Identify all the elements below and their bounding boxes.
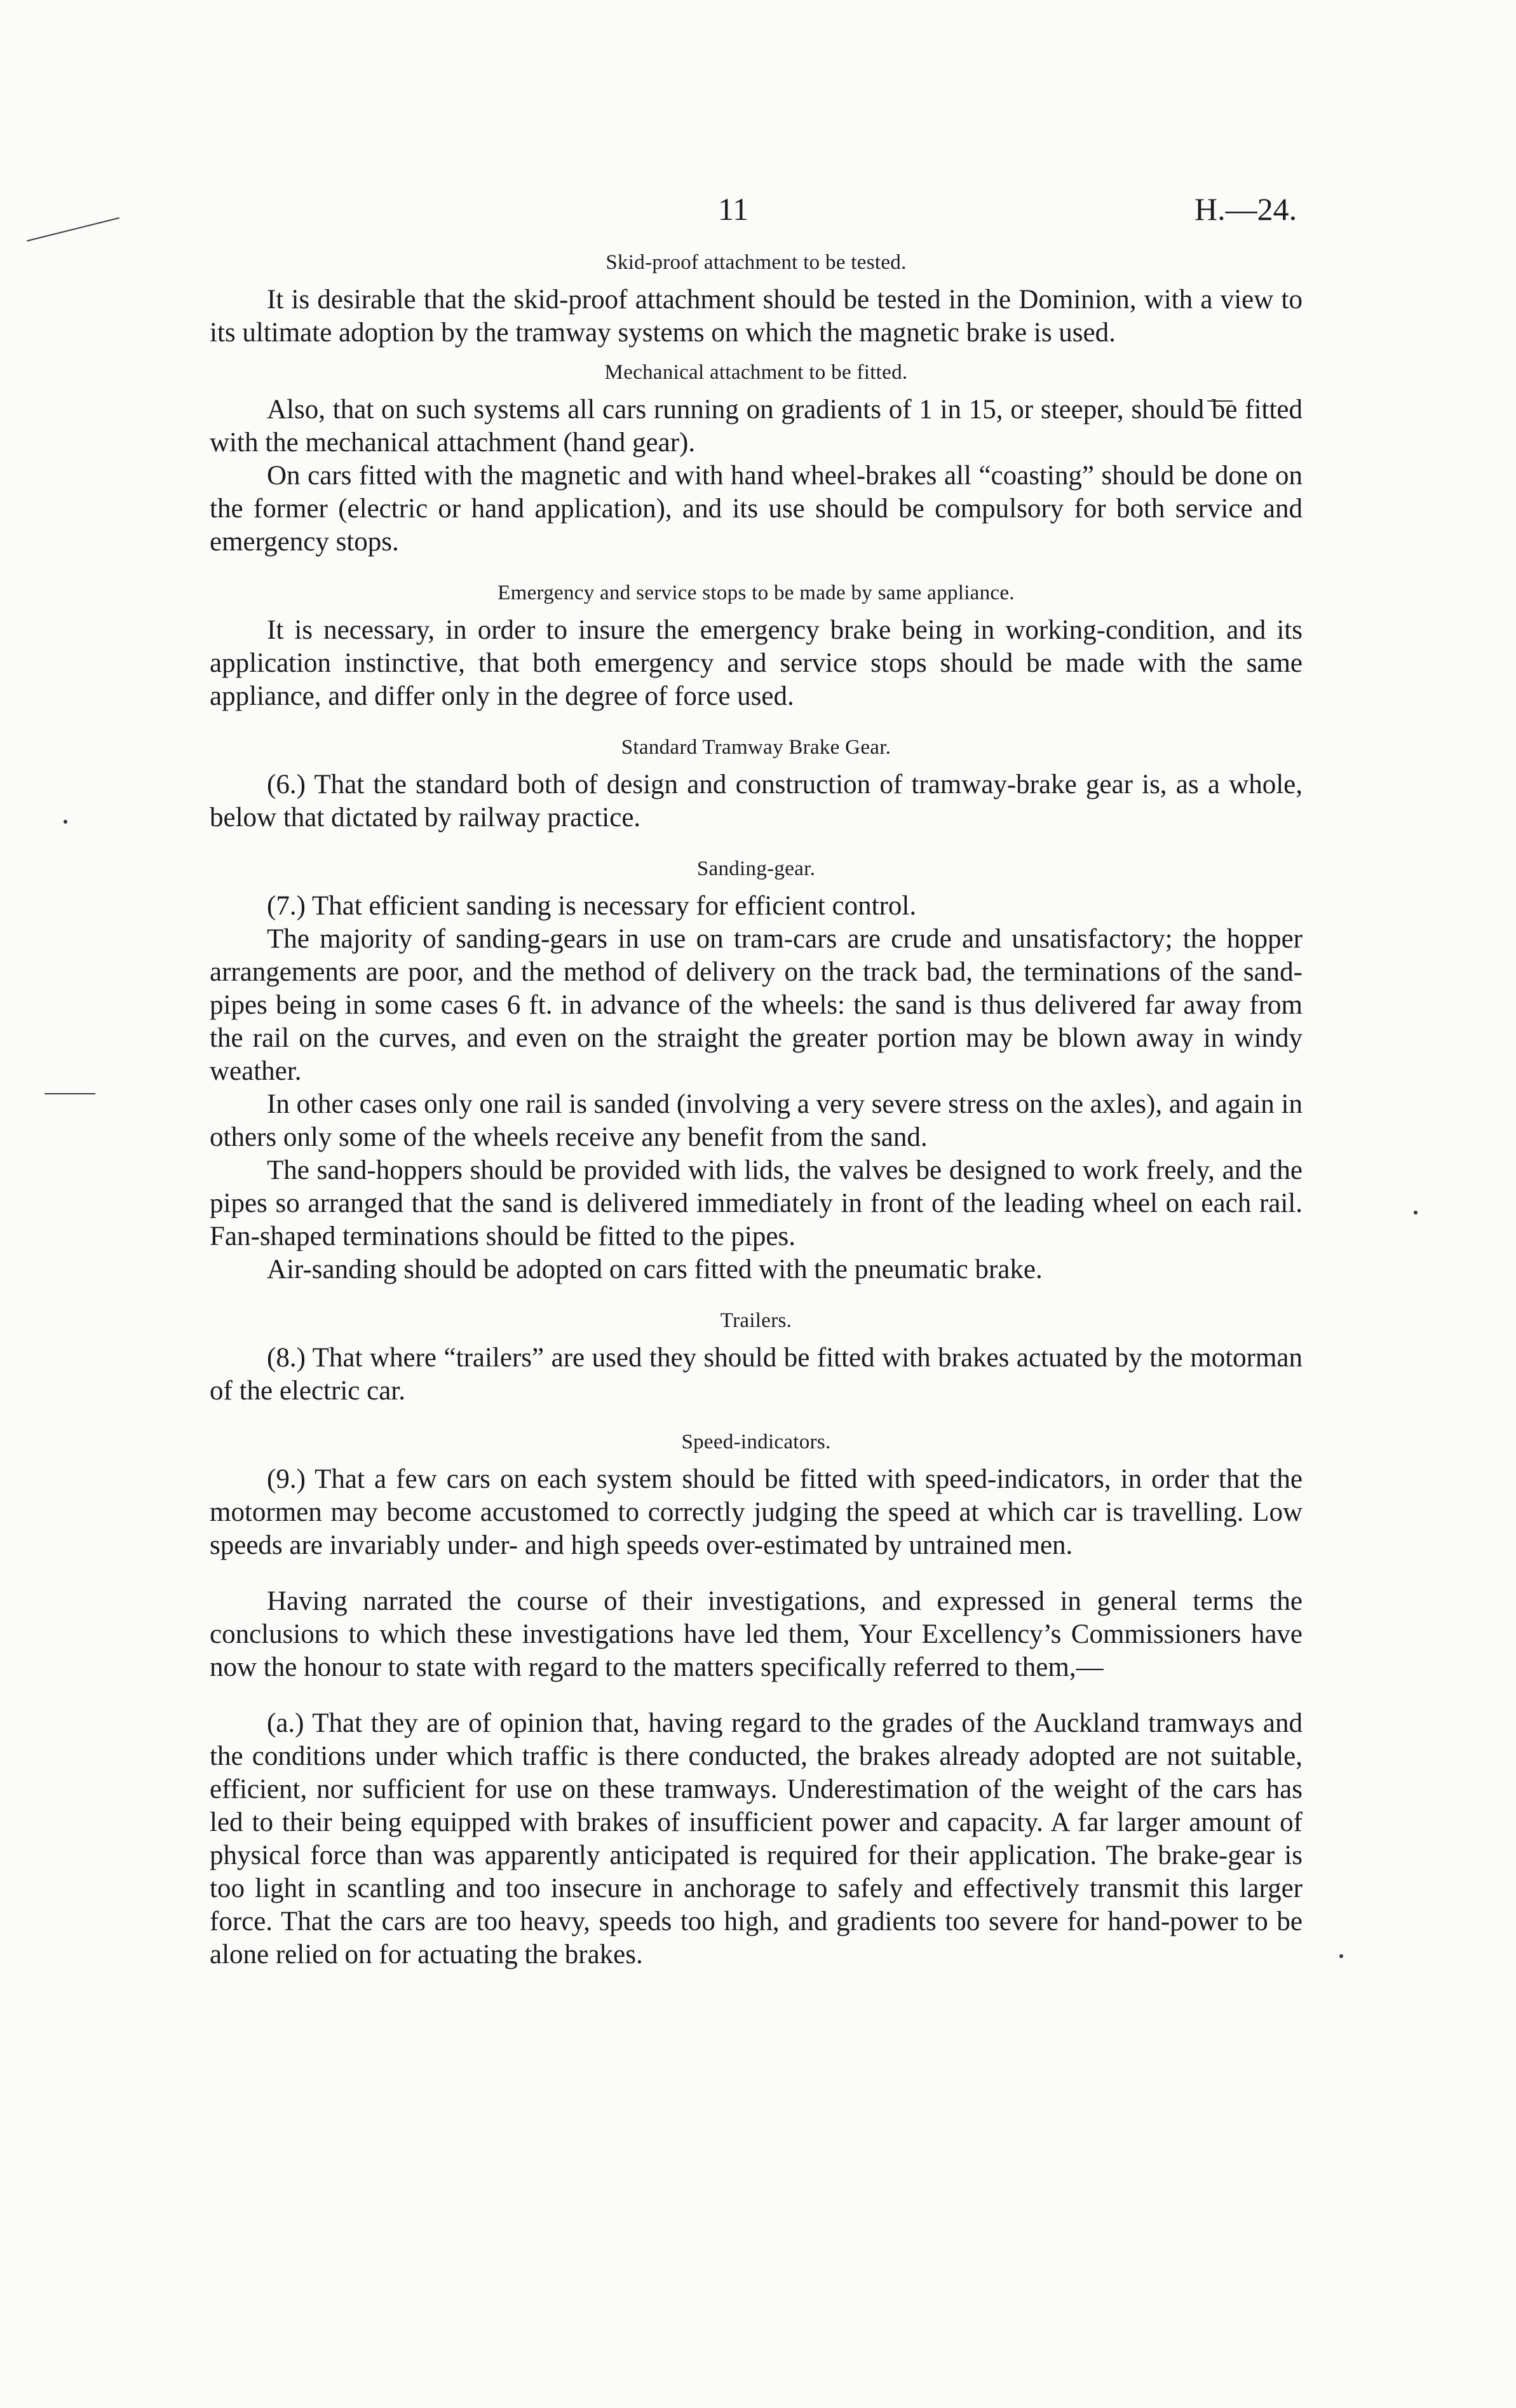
scan-dot <box>1414 1211 1418 1214</box>
section-heading: Standard Tramway Brake Gear. <box>621 736 891 759</box>
paragraph: (9.) That a few cars on each system should be fitted with speed-indicators, in order that the motormen may become accustomed to correctly judging the speed at which car is travelling. Low speeds are invariably under- and high speeds over-estimated by untrained men. <box>210 1464 1303 1560</box>
section-standard-brake-gear <box>210 736 1303 834</box>
paragraph: On cars fitted with the magnetic and with hand wheel-brakes all “coasting” should be done on the former (electric or hand application), and its use should be compulsory for both service and emergency stops. <box>210 461 1303 557</box>
section-heading: Emergency and service stops to be made by same appliance. <box>497 582 1015 604</box>
scan-mark <box>44 1093 95 1094</box>
paragraph: It is desirable that the skid-proof attachment should be tested in the Dominion, with a view to its ultimate adoption by the tramway systems on which the magnetic brake is used. <box>210 285 1303 348</box>
paragraph: The majority of sanding-gears in use on tram-cars are crude and unsatisfactory; the hopper arrangements are poor, and the method of delivery on the track bad, the terminations of the sand-pipes being in some cases 6 ft. in advance of the wheels: the sand is thus delivered far away from the rail on the curves, and even on the straight the greater portion may be blown away in windy weather. <box>210 924 1303 1086</box>
section-skid-proof <box>210 251 1303 350</box>
closing-paragraph: Having narrated the course of their investigations, and expressed in general terms the conclusions to which these investigations have led them, Your Excellency’s Commissioners have now the honour to state with regard to the matters specifically referred to them,— <box>210 1586 1303 1682</box>
body-text <box>210 251 1303 1971</box>
paragraph: (8.) That where “trailers” are used they should be fitted with brakes actuated by the motorman of the electric car. <box>210 1343 1303 1406</box>
scan-dot <box>64 820 67 824</box>
section-heading: Skid-proof attachment to be tested. <box>606 251 907 274</box>
closing-paragraph: (a.) That they are of opinion that, having regard to the grades of the Auckland tramways and the conditions under which traffic is there conducted, the brakes already adopted are not suitable, efficient, nor sufficient for use on these tramways. Underestimation of the weight of the cars has led to their being equipped with brakes of insufficient power and capacity. A far larger amount of physical force than was apparently anticipated is required for their application. The brake-gear is too light in scantling and too insecure in anchorage to safely and effectively transmit this larger force. That the cars are too heavy, speeds too high, and gradients too severe for hand-power to be alone relied on for actuating the brakes. <box>210 1708 1303 1969</box>
scan-mark <box>27 217 119 241</box>
paragraph: It is necessary, in order to insure the emergency brake being in working-condition, and its application instinctive, that both emergency and service stops should be made with the same appliance, and differ only in the degree of force used. <box>210 615 1303 711</box>
paragraph: (7.) That efficient sanding is necessary for efficient control. <box>267 891 917 921</box>
section-mechanical-attachment <box>210 361 1303 559</box>
page-number: 11 <box>718 191 749 227</box>
paragraph: In other cases only one rail is sanded (involving a very severe stress on the axles), and again in others only some of the wheels receive any benefit from the sand. <box>210 1089 1303 1152</box>
section-heading: Mechanical attachment to be fitted. <box>604 361 908 384</box>
paragraph: The sand-hoppers should be provided with lids, the valves be designed to work freely, and the pipes so arranged that the sand is delivered immediately in front of the leading wheel on each rail. Fan-shaped terminations should be fitted to the pipes. <box>210 1155 1303 1251</box>
paragraph: Also, that on such systems all cars running on gradients of 1 in 15, or steeper, should be fitted with the mechanical attachment (hand gear). <box>210 395 1303 458</box>
section-sanding-gear <box>210 857 1303 1286</box>
section-heading: Speed-indicators. <box>681 1431 831 1453</box>
paragraph: (6.) That the standard both of design and construction of tramway-brake gear is, as a whole, below that dictated by railway practice. <box>210 770 1303 833</box>
section-trailers <box>210 1309 1303 1408</box>
section-speed-indicators <box>210 1431 1303 1562</box>
document-reference: H.—24. <box>1195 191 1297 227</box>
section-heading: Sanding-gear. <box>696 857 816 880</box>
section-emergency-service-stops <box>210 582 1303 713</box>
section-heading: Trailers. <box>720 1309 792 1332</box>
scan-dot <box>1339 1954 1343 1958</box>
paragraph: Air-sanding should be adopted on cars fitted with the pneumatic brake. <box>267 1255 1043 1284</box>
